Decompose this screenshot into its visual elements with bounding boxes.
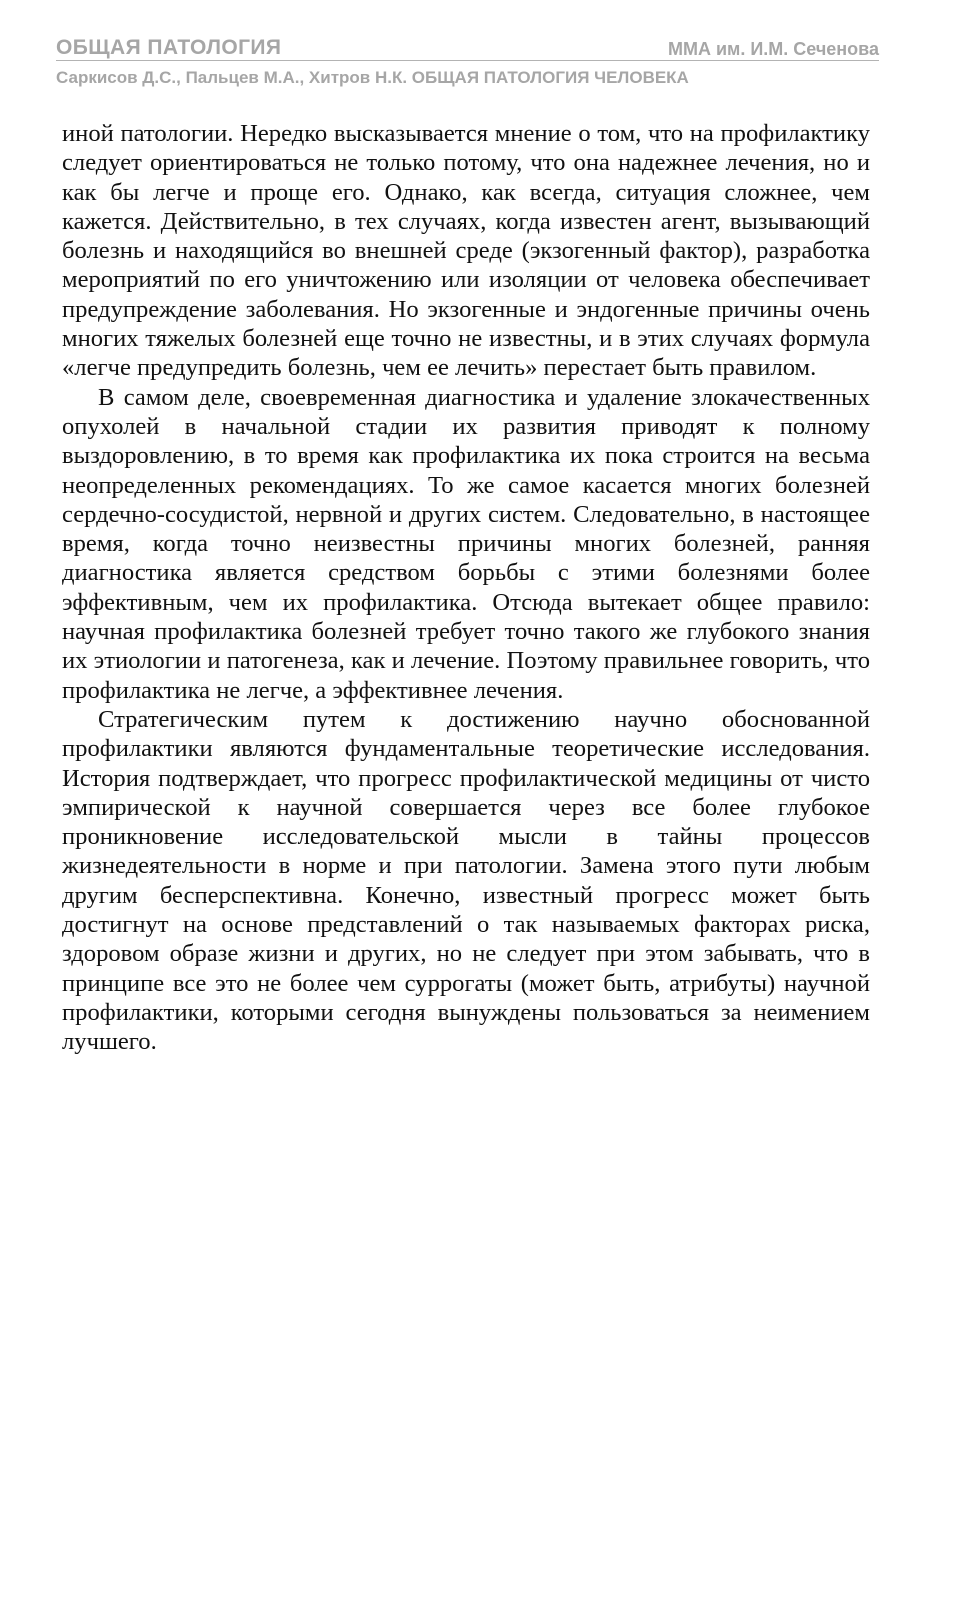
header-title-left: ОБЩАЯ ПАТОЛОГИЯ	[56, 36, 282, 59]
paragraph-3: Стратегическим путем к достижению научно обоснованной профилактики являются фундаментальные теоретические исследования. История подтверждает, что прогресс профилактической медицины от чисто эмпирической к научной совершается через все более глубокое проникновение исследовательской мысли в тайны процессов жизнедеятельности в норме и при патологии. Замена этого пути любым другим бесперспективна. Конечно, известный прогресс может быть достигнут на основе представлений о так называемых факторах риска, здоровом образе жизни и других, но не следует при этом забывать, что в принципе все это не более чем суррогаты (может быть, атрибуты) научной профилактики, которыми сегодня вынуждены пользоваться за неимением лучшего.	[62, 705, 870, 1056]
header-title-right: ММА им. И.М. Сеченова	[667, 39, 879, 59]
paragraph-2: В самом деле, своевременная диагностика и удаление злокачественных опухолей в начальной стадии их развития приводят к полному выздоровлению, в то время как профилактика их пока строится на весьма неопределенных рекомендациях. То же самое касается многих болезней сердечно-сосудистой, нервной и других систем. Следовательно, в настоящее время, когда точно неизвестны причины многих болезней, ранняя диагностика является средством борьбы с этими болезнями более эффективным, чем их профилактика. Отсюда вытекает общее правило: научная профилактика болезней требует точно такого же глубокого знания их этиологии и патогенеза, как и лечение. Поэтому правильнее говорить, что профилактика не легче, а эффективнее лечения.	[62, 383, 870, 704]
paragraph-1: иной патологии. Нередко высказывается мнение о том, что на профилактику следует ориентироваться не только потому, что она надежнее лечения, но и как бы легче и проще его. Однако, как всегда, ситуация сложнее, чем кажется. Действительно, в тех случаях, когда известен агент, вызывающий болезнь и находящийся во внешней среде (экзогенный фактор), разработка мероприятий по его уничтожению или изоляции от человека обеспечивает предупреждение заболевания. Но экзогенные и эндогенные причины очень многих тяжелых болезней еще точно не известны, и в этих случаях формула «легче предупредить болезнь, чем ее лечить» перестает быть правилом.	[62, 120, 870, 382]
body-text	[62, 119, 870, 1057]
header-subtitle: Саркисов Д.С., Пальцев М.А., Хитров Н.К. ОБЩАЯ ПАТОЛОГИЯ ЧЕЛОВЕКА	[56, 68, 689, 87]
running-header	[56, 36, 879, 61]
